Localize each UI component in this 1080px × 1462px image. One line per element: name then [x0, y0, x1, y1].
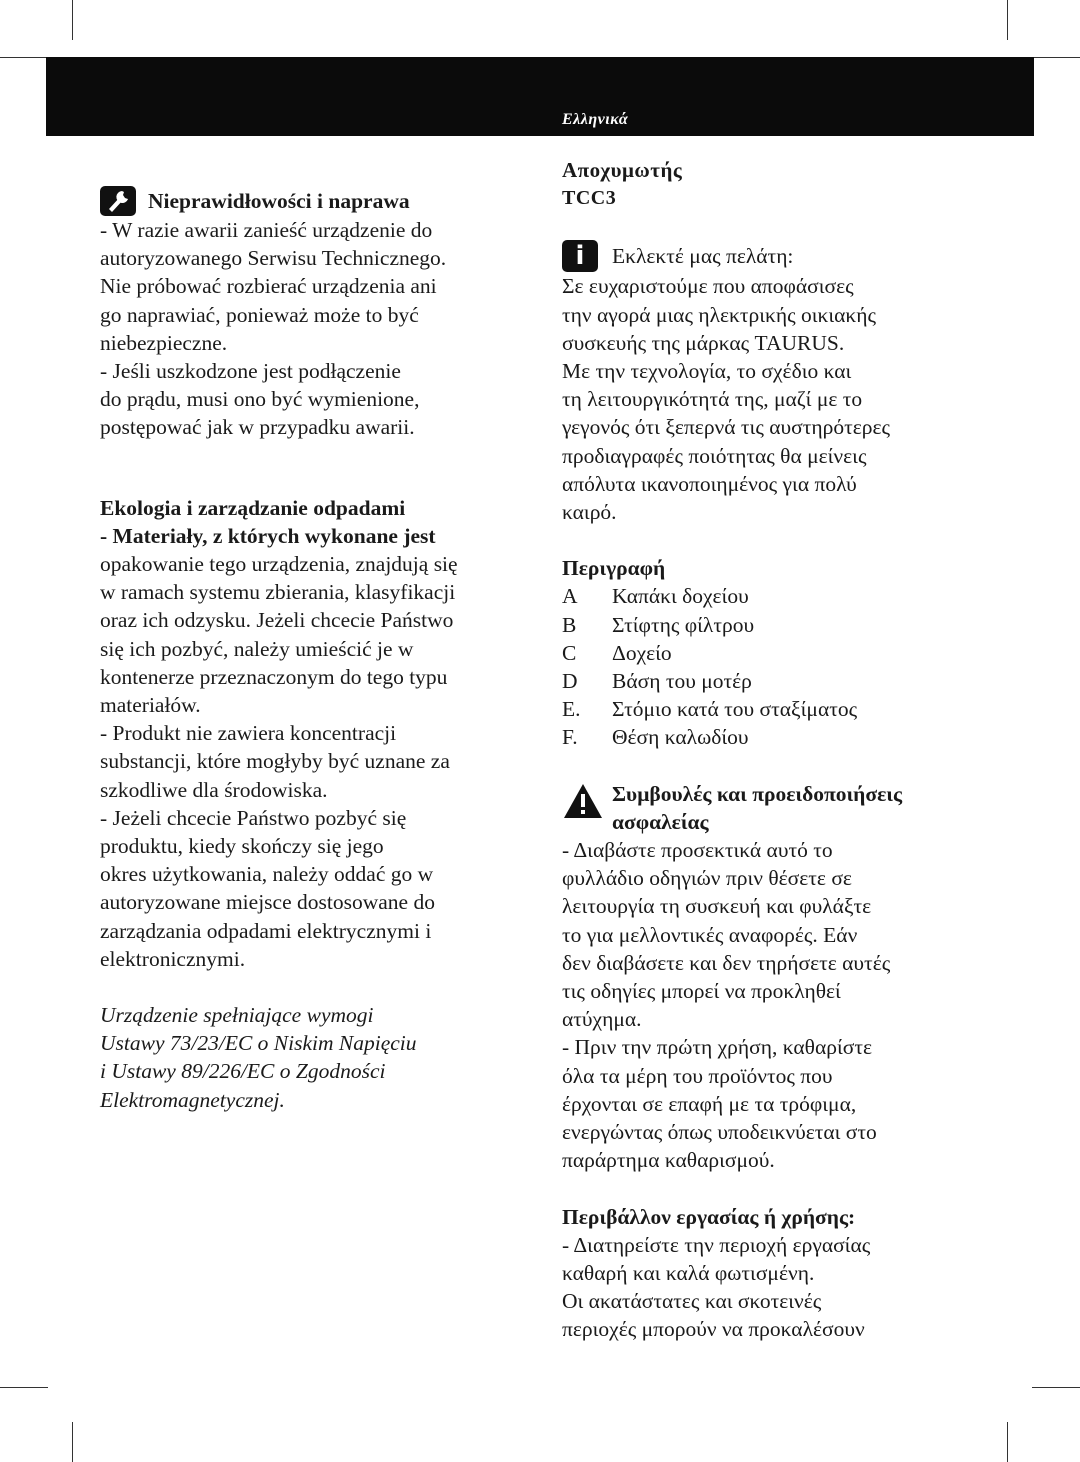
ecology-line: elektronicznymi. — [100, 946, 246, 971]
crop-mark-right-top — [1032, 57, 1080, 58]
safety-line: λειτουργία τη συσκευή και φυλάξτε — [562, 894, 872, 919]
crop-mark-bottom-left — [72, 1422, 73, 1462]
description-text: Στίφτης φίλτρου — [612, 612, 755, 637]
description-text: Στόμιο κατά του σταξίματος — [612, 697, 858, 722]
description-text: Δοχείο — [612, 640, 672, 665]
ecology-line: oraz ich odzysku. Jeżeli chcecie Państwo — [100, 608, 454, 633]
description-letter: A — [562, 584, 578, 609]
wrench-icon — [100, 186, 136, 216]
product-title: Αποχυμωτής — [562, 158, 683, 182]
repair-line: - Jeśli uszkodzone jest podłączenie — [100, 359, 401, 384]
safety-line: δεν διαβάσετε και δεν τηρήσετε αυτές — [562, 950, 891, 975]
intro-line: συσκευής της μάρκας TAURUS. — [562, 330, 845, 355]
ecology-line: szkodliwe dla środowiska. — [100, 777, 328, 802]
ecology-line: substancji, które mogłyby być uznane za — [100, 749, 450, 774]
crop-mark-left-top — [0, 57, 48, 58]
safety-line: όλα τα μέρη του προϊόντος που — [562, 1063, 833, 1088]
environment-line: καθαρή και καλά φωτισμένη. — [562, 1260, 815, 1285]
repair-heading — [100, 186, 530, 216]
safety-line: ατύχημα. — [562, 1007, 642, 1032]
repair-line: postępować jak w przypadku awarii. — [100, 415, 415, 440]
safety-title-line1: Συμβουλές και προειδοποιήσεις — [612, 781, 903, 806]
compliance-line: Ustawy 73/23/EC o Niskim Napięciu — [100, 1031, 417, 1056]
ecology-line: zarządzania odpadami elektrycznymi i — [100, 918, 432, 943]
intro-line: Σε ευχαριστούμε που αποφάσισες — [562, 274, 854, 299]
ecology-line: - Produkt nie zawiera koncentracji — [100, 721, 397, 746]
environment-line: - Διατηρείστε την περιοχή εργασίας — [562, 1232, 871, 1257]
right-column — [562, 156, 992, 1344]
description-item — [562, 639, 992, 667]
ecology-line: autoryzowane miejsce dostosowane do — [100, 890, 435, 915]
safety-line: τις οδηγίες μπορεί να προκληθεί — [562, 979, 841, 1004]
crop-mark-top-right — [1007, 0, 1008, 40]
intro-line: τη λειτουργικότητά της, μαζί με το — [562, 387, 863, 412]
safety-title-line2: ασφαλείας — [612, 809, 709, 834]
ecology-line: materiałów. — [100, 693, 201, 718]
crop-mark-left-bottom — [0, 1387, 48, 1388]
repair-line: do prądu, musi ono być wymienione, — [100, 387, 420, 412]
ecology-line: kontenerze przeznaczonym do tego typu — [100, 664, 448, 689]
ecology-title: Ekologia i zarządzanie odpadami — [100, 495, 406, 520]
safety-heading — [562, 780, 992, 836]
ecology-line: produktu, kiedy skończy się jego — [100, 834, 384, 859]
crop-mark-bottom-right — [1007, 1422, 1008, 1462]
intro-line: Με την τεχνολογία, το σχέδιο και — [562, 359, 852, 384]
greeting: Εκλεκτέ μας πελάτη: — [612, 244, 794, 269]
language-label: Ελληνικά — [562, 111, 629, 128]
crop-mark-top-left — [72, 0, 73, 40]
environment-title: Περιβάλλον εργασίας ή χρήσης: — [562, 1204, 856, 1229]
repair-line: niebezpieczne. — [100, 330, 228, 355]
safety-line: - Διαβάστε προσεκτικά αυτό το — [562, 838, 833, 863]
info-icon: i — [562, 240, 598, 272]
ecology-subtitle: - Materiały, z których wykonane jest — [100, 523, 436, 548]
description-text: Βάση του μοτέρ — [612, 669, 752, 694]
model-number: TCC3 — [562, 187, 617, 210]
description-letter: D — [562, 669, 578, 694]
ecology-line: - Jeżeli chcecie Państwo pozbyć się — [100, 805, 407, 830]
ecology-line: okres użytkowania, należy oddać go w — [100, 862, 434, 887]
header-bar — [46, 57, 1034, 136]
ecology-line: opakowanie tego urządzenia, znajdują się — [100, 552, 458, 577]
safety-line: παράρτημα καθαρισμού. — [562, 1148, 775, 1173]
repair-line: - W razie awarii zanieść urządzenie do — [100, 218, 433, 242]
description-item — [562, 695, 992, 723]
description-item — [562, 667, 992, 695]
repair-line: Nie próbować rozbierać urządzenia ani — [100, 274, 437, 299]
description-text: Καπάκι δοχείου — [612, 584, 749, 609]
description-text: Θέση καλωδίου — [612, 725, 749, 750]
description-title: Περιγραφή — [562, 556, 666, 581]
description-item — [562, 723, 992, 751]
intro-line: γεγονός ότι ξεπερνά τις αυστηρότερες — [562, 415, 891, 440]
compliance-line: i Ustawy 89/226/EC o Zgodności — [100, 1059, 386, 1084]
repair-title: Nieprawidłowości i naprawa — [148, 188, 410, 213]
safety-line: ενεργώντας όπως υποδεικνύεται στο — [562, 1120, 877, 1145]
description-letter: E. — [562, 697, 581, 722]
description-letter: B — [562, 612, 577, 637]
compliance-line: Urządzenie spełniające wymogi — [100, 1003, 374, 1028]
description-item — [562, 582, 992, 610]
safety-line: φυλλάδιο οδηγιών πριν θέσετε σε — [562, 866, 852, 891]
intro-line: προδιαγραφές ποιότητας θα μείνεις — [562, 443, 867, 468]
intro-line: καιρό. — [562, 500, 617, 525]
ecology-line: się ich pozbyć, należy umieścić je w — [100, 636, 414, 661]
environment-line: περιοχές μπορούν να προκαλέσουν — [562, 1317, 865, 1342]
safety-line: το για μελλοντικές αναφορές. Εάν — [562, 922, 858, 947]
compliance-line: Elektromagnetycznej. — [100, 1087, 285, 1112]
greeting-row — [562, 240, 992, 272]
description-item — [562, 611, 992, 639]
intro-line: την αγορά μιας ηλεκτρικής οικιακής — [562, 302, 876, 327]
environment-line: Οι ακατάστατες και σκοτεινές — [562, 1289, 822, 1314]
crop-mark-right-bottom — [1032, 1387, 1080, 1388]
intro-line: απόλυτα ικανοποιημένος για πολύ — [562, 471, 857, 496]
warning-icon — [562, 782, 604, 820]
safety-line: - Πριν την πρώτη χρήση, καθαρίστε — [562, 1035, 872, 1060]
description-letter: F. — [562, 725, 578, 750]
repair-line: autoryzowanego Serwisu Technicznego. — [100, 246, 447, 271]
safety-line: έρχονται σε επαφή με τα τρόφιμα, — [562, 1091, 857, 1116]
left-column — [100, 186, 530, 1114]
description-letter: C — [562, 640, 577, 665]
repair-line: go naprawiać, ponieważ może to być — [100, 302, 419, 327]
ecology-line: w ramach systemu zbierania, klasyfikacji — [100, 580, 456, 605]
